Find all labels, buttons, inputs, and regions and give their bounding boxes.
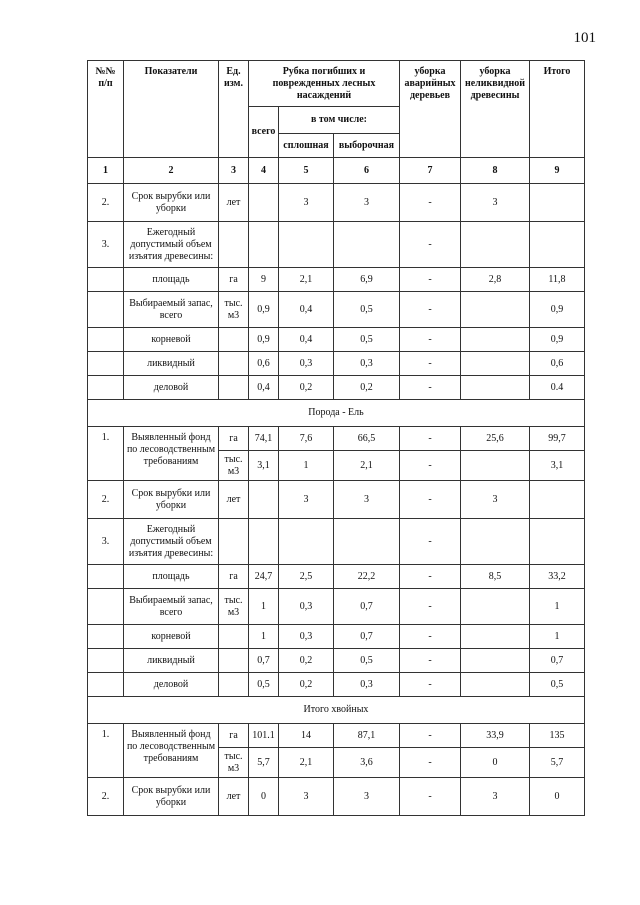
value-cell [461,673,530,697]
value-cell: 87,1 [334,724,400,748]
col-number: 5 [279,158,334,184]
value-cell [530,519,585,565]
value-cell: 0,4 [249,376,279,400]
row-unit [219,649,249,673]
value-cell: 135 [530,724,585,748]
value-cell: - [400,451,461,481]
row-indicator: площадь [124,565,219,589]
header-row [88,61,585,107]
value-cell: 2,1 [334,451,400,481]
value-cell: 0,3 [334,673,400,697]
value-cell: - [400,565,461,589]
row-indicator: корневой [124,328,219,352]
section-row [88,400,585,427]
table-row [88,519,585,565]
value-cell [461,451,530,481]
table-row [88,625,585,649]
value-cell: 2,1 [279,748,334,778]
value-cell: 0,7 [530,649,585,673]
row-indicator: деловой [124,673,219,697]
value-cell [249,481,279,519]
header-num: №№ п/п [88,61,124,158]
col-number: 1 [88,158,124,184]
row-unit [219,625,249,649]
row-indicator: Срок вырубки или уборки [124,778,219,816]
row-unit: га [219,268,249,292]
value-cell: 11,8 [530,268,585,292]
value-cell: 5,7 [249,748,279,778]
col-number: 4 [249,158,279,184]
row-number: 2. [88,778,124,816]
value-cell: 1 [249,625,279,649]
header-unit: Ед. изм. [219,61,249,158]
col-number: 7 [400,158,461,184]
value-cell: 14 [279,724,334,748]
value-cell: 6,9 [334,268,400,292]
row-indicator: Выбираемый запас, всего [124,292,219,328]
value-cell: 0,7 [249,649,279,673]
value-cell: - [400,352,461,376]
table-row [88,184,585,222]
col-number: 9 [530,158,585,184]
value-cell: 0,7 [334,589,400,625]
row-number [88,268,124,292]
table-row [88,352,585,376]
value-cell [279,519,334,565]
value-cell: 0,9 [530,328,585,352]
value-cell: 3 [461,481,530,519]
row-unit [219,328,249,352]
row-number [88,292,124,328]
value-cell [334,519,400,565]
row-unit: лет [219,184,249,222]
value-cell: 0,3 [279,352,334,376]
value-cell [461,519,530,565]
value-cell: 2,8 [461,268,530,292]
row-unit: тыс. м3 [219,589,249,625]
table-row [88,778,585,816]
value-cell: - [400,481,461,519]
row-number [88,565,124,589]
column-number-row [88,158,585,184]
row-indicator: деловой [124,376,219,400]
row-unit: тыс. м3 [219,451,249,481]
table-row [88,589,585,625]
row-indicator: Выявленный фонд по лесоводственным требованиям [124,427,219,481]
value-cell: 0,2 [279,376,334,400]
value-cell: 9 [249,268,279,292]
row-number [88,625,124,649]
row-number: 3. [88,222,124,268]
page-number: 101 [573,30,596,46]
row-number: 2. [88,184,124,222]
value-cell: 0,5 [249,673,279,697]
header-including: в том числе: [279,107,400,134]
value-cell: 99,7 [530,427,585,451]
col-number: 3 [219,158,249,184]
value-cell: 74,1 [249,427,279,451]
value-cell: - [400,649,461,673]
value-cell: 3 [334,184,400,222]
row-indicator: Срок вырубки или уборки [124,184,219,222]
value-cell [530,222,585,268]
forest-indicators-table [87,60,585,816]
value-cell [461,589,530,625]
value-cell: 3,1 [249,451,279,481]
header-emergency: уборка аварийных деревьев [400,61,461,158]
table-row [88,724,585,748]
value-cell [279,222,334,268]
table-row [88,649,585,673]
value-cell [249,519,279,565]
value-cell [461,292,530,328]
row-indicator: ликвидный [124,352,219,376]
value-cell [461,649,530,673]
value-cell: - [400,292,461,328]
table-row [88,376,585,400]
row-number: 2. [88,481,124,519]
table-row [88,328,585,352]
value-cell: - [400,673,461,697]
row-number: 1. [88,427,124,481]
value-cell: 0,6 [249,352,279,376]
value-cell: 24,7 [249,565,279,589]
value-cell: 3 [334,778,400,816]
value-cell [530,481,585,519]
value-cell: 101.1 [249,724,279,748]
row-unit: лет [219,778,249,816]
row-number: 1. [88,724,124,778]
value-cell: 0,6 [530,352,585,376]
row-unit: га [219,724,249,748]
col-number: 6 [334,158,400,184]
row-unit [219,222,249,268]
row-unit: тыс. м3 [219,292,249,328]
value-cell: - [400,778,461,816]
col-number: 8 [461,158,530,184]
value-cell: 0 [530,778,585,816]
value-cell [461,376,530,400]
value-cell: 2,5 [279,565,334,589]
section-row [88,697,585,724]
value-cell: - [400,724,461,748]
value-cell: 33,9 [461,724,530,748]
value-cell: 1 [530,625,585,649]
value-cell [249,222,279,268]
row-unit [219,519,249,565]
value-cell: - [400,376,461,400]
section-title: Порода - Ель [88,400,585,427]
value-cell: - [400,268,461,292]
value-cell: 2,1 [279,268,334,292]
value-cell [461,222,530,268]
row-number [88,673,124,697]
value-cell: 3 [461,184,530,222]
table-row [88,427,585,451]
table-row [88,565,585,589]
value-cell: 3,1 [530,451,585,481]
row-number [88,328,124,352]
value-cell: 0,5 [334,292,400,328]
row-indicator: Выбираемый запас, всего [124,589,219,625]
value-cell: 0,9 [530,292,585,328]
value-cell: 1 [279,451,334,481]
value-cell: 3 [461,778,530,816]
value-cell: 1 [530,589,585,625]
value-cell: - [400,222,461,268]
row-unit: га [219,565,249,589]
value-cell: 3 [279,184,334,222]
row-indicator: Ежегодный допустимый объем изъятия древесины: [124,519,219,565]
row-indicator: корневой [124,625,219,649]
table-row [88,222,585,268]
row-unit [219,352,249,376]
value-cell [249,184,279,222]
header-all: всего [249,107,279,158]
row-number [88,649,124,673]
header-selective: выборочная [334,134,400,158]
value-cell: - [400,748,461,778]
value-cell [461,328,530,352]
table-row [88,268,585,292]
value-cell: 0,2 [279,649,334,673]
value-cell: 0 [461,748,530,778]
value-cell: 33,2 [530,565,585,589]
header-felling: Рубка погибших и поврежденных лесных насаждений [249,61,400,107]
value-cell: - [400,184,461,222]
value-cell: - [400,589,461,625]
value-cell: 1 [249,589,279,625]
value-cell: 0,3 [279,625,334,649]
value-cell [334,222,400,268]
row-indicator: Ежегодный допустимый объем изъятия древесины: [124,222,219,268]
value-cell: 22,2 [334,565,400,589]
value-cell: - [400,625,461,649]
value-cell [530,184,585,222]
row-unit [219,673,249,697]
value-cell: 3 [334,481,400,519]
row-unit: га [219,427,249,451]
value-cell: - [400,427,461,451]
value-cell: 0,4 [279,292,334,328]
row-number [88,376,124,400]
row-indicator: ликвидный [124,649,219,673]
value-cell: 0,2 [334,376,400,400]
value-cell: 7,6 [279,427,334,451]
row-number [88,589,124,625]
value-cell: 8,5 [461,565,530,589]
value-cell: 25,6 [461,427,530,451]
value-cell: 0,7 [334,625,400,649]
value-cell: 5,7 [530,748,585,778]
value-cell: 0,5 [530,673,585,697]
row-indicator: площадь [124,268,219,292]
header-clear: сплошная [279,134,334,158]
value-cell: 0 [249,778,279,816]
value-cell: 3 [279,778,334,816]
row-unit [219,376,249,400]
value-cell: 0,9 [249,292,279,328]
value-cell: 0.4 [530,376,585,400]
row-unit: тыс. м3 [219,748,249,778]
value-cell: 0,5 [334,328,400,352]
row-number [88,352,124,376]
row-indicator: Срок вырубки или уборки [124,481,219,519]
value-cell: 0,9 [249,328,279,352]
value-cell: - [400,519,461,565]
table-row [88,673,585,697]
value-cell: 0,2 [279,673,334,697]
header-total: Итого [530,61,585,158]
col-number: 2 [124,158,219,184]
value-cell: 3 [279,481,334,519]
row-number: 3. [88,519,124,565]
value-cell: 0,5 [334,649,400,673]
section-title: Итого хвойных [88,697,585,724]
value-cell [461,352,530,376]
table-row [88,292,585,328]
value-cell: 0,3 [279,589,334,625]
header-illiquid: уборка неликвидной древесины [461,61,530,158]
value-cell: 3,6 [334,748,400,778]
row-unit: лет [219,481,249,519]
value-cell: 0,3 [334,352,400,376]
value-cell: 0,4 [279,328,334,352]
value-cell: 66,5 [334,427,400,451]
header-indicators: Показатели [124,61,219,158]
value-cell [461,625,530,649]
value-cell: - [400,328,461,352]
row-indicator: Выявленный фонд по лесоводственным требованиям [124,724,219,778]
table-row [88,481,585,519]
